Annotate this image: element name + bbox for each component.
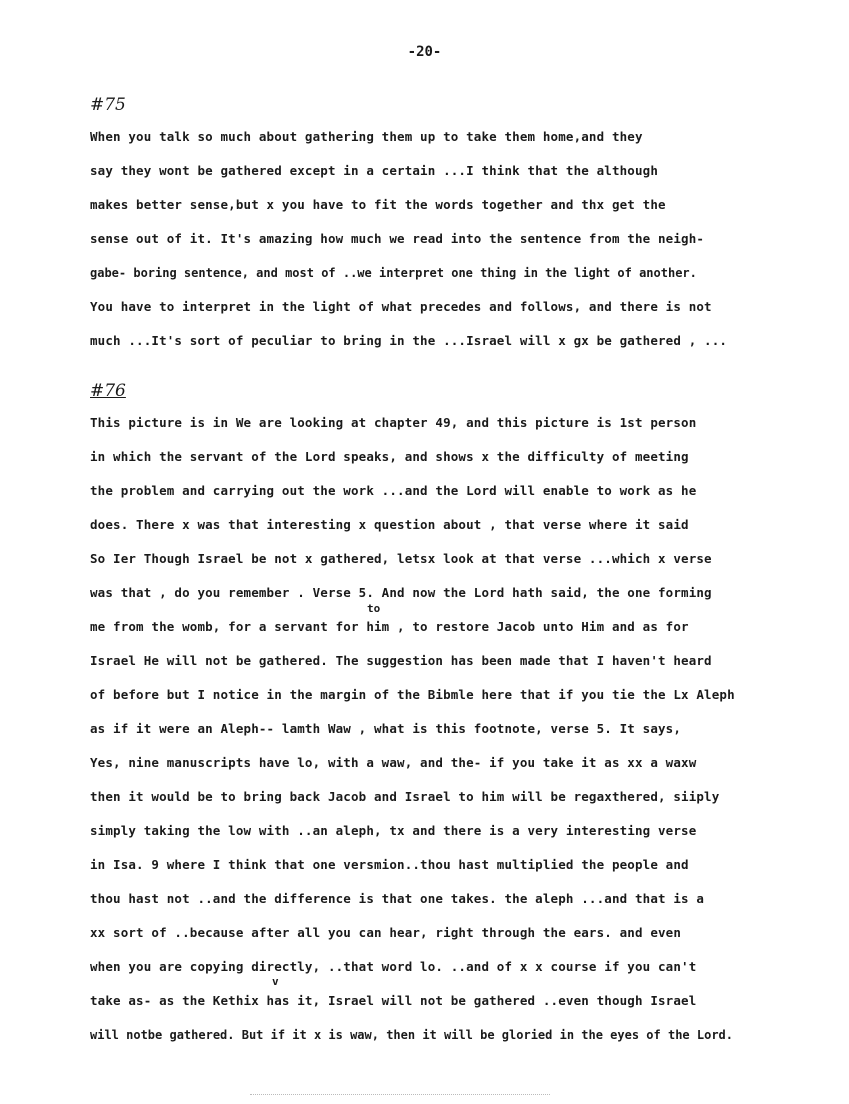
- interlinear-correction: v: [272, 975, 279, 988]
- text-line: in Isa. 9 where I think that one versmion..thou hast multiplied the people and: [90, 857, 689, 872]
- text-line: say they wont be gathered except in a certain ...I think that the although: [90, 163, 658, 178]
- text-line: simply taking the low with ..an aleph, tx and there is a very interesting verse: [90, 823, 697, 838]
- text-line: does. There x was that interesting x question about , that verse where it said: [90, 517, 689, 532]
- section-heading-76: #76: [90, 381, 126, 401]
- text-line: When you talk so much about gathering them up to take them home,and they: [90, 129, 643, 144]
- text-line: gabe- boring sentence, and most of ..we interpret one thing in the light of another.: [90, 266, 697, 280]
- section-heading-75: #75: [90, 95, 126, 115]
- text-line: So Ier Though Israel be not x gathered, letsx look at that verse ...which x verse: [90, 551, 712, 566]
- page-number: -20-: [407, 44, 442, 60]
- text-line: when you are copying directly, ..that word lo. ..and of x x course if you can't: [90, 959, 697, 974]
- section-76-text: [90, 414, 849, 1060]
- text-line: will notbe gathered. But if it x is waw, then it will be gloried in the eyes of the Lord.: [90, 1028, 733, 1042]
- text-line: sense out of it. It's amazing how much we read into the sentence from the neigh-: [90, 231, 705, 246]
- section-75-text: [90, 128, 849, 366]
- text-line: xx sort of ..because after all you can hear, right through the ears. and even: [90, 925, 682, 940]
- text-line: take as- as the Kethix has it, Israel will not be gathered ..even though Israel: [90, 993, 697, 1008]
- page-bottom-marks: [250, 1094, 550, 1099]
- text-line: much ...It's sort of peculiar to bring in the ...Israel will x gx be gathered , ...: [90, 333, 728, 348]
- text-line: in which the servant of the Lord speaks, and shows x the difficulty of meeting: [90, 449, 689, 464]
- text-line: Israel He will not be gathered. The suggestion has been made that I haven't heard: [90, 653, 712, 668]
- text-line: This picture is in We are looking at chapter 49, and this picture is 1st person: [90, 415, 697, 430]
- text-line: the problem and carrying out the work ...and the Lord will enable to work as he: [90, 483, 697, 498]
- text-line: then it would be to bring back Jacob and Israel to him will be regaxthered, siiply: [90, 789, 720, 804]
- text-line: thou hast not ..and the difference is that one takes. the aleph ...and that is a: [90, 891, 705, 906]
- text-line: as if it were an Aleph-- lamth Waw , what is this footnote, verse 5. It says,: [90, 721, 682, 736]
- text-line: was that , do you remember . Verse 5. And now the Lord hath said, the one forming: [90, 585, 712, 600]
- text-line: of before but I notice in the margin of the Bibmle here that if you tie the Lx Aleph: [90, 687, 735, 702]
- interlinear-correction: to: [367, 602, 381, 615]
- text-line: me from the womb, for a servant for him , to restore Jacob unto Him and as for: [90, 619, 689, 634]
- text-line: You have to interpret in the light of what precedes and follows, and there is not: [90, 299, 712, 314]
- text-line: makes better sense,but x you have to fit the words together and thx get the: [90, 197, 666, 212]
- text-line: Yes, nine manuscripts have lo, with a waw, and the- if you take it as xx a waxw: [90, 755, 697, 770]
